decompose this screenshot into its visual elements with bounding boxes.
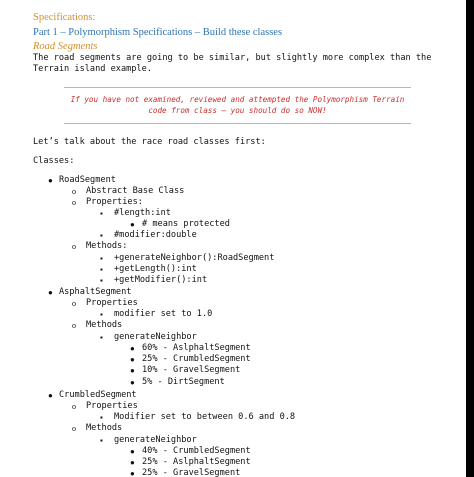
bullet-square-icon: ▪ xyxy=(100,333,103,342)
class-name-asphaltsegment: AsphaltSegment xyxy=(59,287,132,297)
bullet-square-icon: ▪ xyxy=(100,436,103,445)
property-length: #length:int xyxy=(114,208,171,218)
bullet-disc-icon: ● xyxy=(130,355,135,364)
probability-item: 25% - AslphaltSegment xyxy=(142,457,251,467)
bullet-disc-icon: ● xyxy=(130,378,135,387)
callout-bottom-rule xyxy=(64,123,411,124)
bullet-square-icon: ▪ xyxy=(100,413,103,422)
probability-item: 60% - AslphaltSegment xyxy=(142,343,251,353)
specifications-heading: Specifications: xyxy=(33,12,96,23)
properties-label: Properties xyxy=(86,401,138,411)
properties-label: Properties: xyxy=(86,197,143,207)
bullet-disc-icon: ● xyxy=(130,344,135,353)
bullet-square-icon: ▪ xyxy=(100,310,103,319)
bullet-disc-icon: ● xyxy=(130,458,135,467)
callout-top-rule xyxy=(64,87,411,88)
methods-label: Methods: xyxy=(86,241,128,251)
methods-label: Methods xyxy=(86,320,123,330)
bullet-square-icon: ▪ xyxy=(100,276,103,285)
callout-line-1: If you have not examined, reviewed and attempted the Polymorphism Terrain xyxy=(70,95,405,104)
bullet-circle-icon: o xyxy=(72,198,76,207)
class-name-crumbledsegment: CrumbledSegment xyxy=(59,390,137,400)
methods-label: Methods xyxy=(86,423,123,433)
bullet-square-icon: ▪ xyxy=(100,231,103,240)
generate-neighbor-label: generateNeighbor xyxy=(114,435,197,445)
crumbled-modifier: Modifier set to between 0.6 and 0.8 xyxy=(114,412,296,422)
lets-talk-text: Let’s talk about the race road classes first: xyxy=(33,137,266,147)
probability-item: 40% - CrumbledSegment xyxy=(142,446,251,456)
abstract-label: Abstract Base Class xyxy=(86,186,185,196)
bullet-circle-icon: o xyxy=(72,402,76,411)
bullet-disc-icon: ● xyxy=(130,220,135,229)
probability-item: 5% - DirtSegment xyxy=(142,377,225,387)
callout-line-2: code from class – you should do so NOW! xyxy=(148,106,327,115)
bullet-disc-icon: ● xyxy=(48,391,53,400)
bullet-disc-icon: ● xyxy=(130,447,135,456)
bullet-circle-icon: o xyxy=(72,299,76,308)
method-get-length: +getLength():int xyxy=(114,264,197,274)
generate-neighbor-label: generateNeighbor xyxy=(114,332,197,342)
probability-item: 25% - GravelSegment xyxy=(142,468,241,477)
asphalt-modifier: modifier set to 1.0 xyxy=(114,309,213,319)
bullet-disc-icon: ● xyxy=(48,176,53,185)
bullet-square-icon: ▪ xyxy=(100,254,103,263)
class-name-roadsegment: RoadSegment xyxy=(59,175,116,185)
bullet-circle-icon: o xyxy=(72,424,76,433)
probability-item: 25% - CrumbledSegment xyxy=(142,354,251,364)
probability-item: 10% - GravelSegment xyxy=(142,365,241,375)
intro-paragraph: The road segments are going to be similar, but slightly more complex than the Terrain island example. xyxy=(33,53,432,74)
protected-note: # means protected xyxy=(142,219,230,229)
bullet-disc-icon: ● xyxy=(130,469,135,477)
bullet-circle-icon: o xyxy=(72,321,76,330)
callout-box xyxy=(64,94,411,116)
bullet-square-icon: ▪ xyxy=(100,209,103,218)
bullet-disc-icon: ● xyxy=(130,366,135,375)
property-modifier: #modifier:double xyxy=(114,230,197,240)
classes-label: Classes: xyxy=(33,156,75,166)
bullet-disc-icon: ● xyxy=(48,288,53,297)
section-title: Road Segments xyxy=(33,41,98,52)
bullet-circle-icon: o xyxy=(72,242,76,251)
method-get-modifier: +getModifier():int xyxy=(114,275,208,285)
bullet-square-icon: ▪ xyxy=(100,265,103,274)
method-generate-neighbor: +generateNeighbor():RoadSegment xyxy=(114,253,275,263)
part-title: Part 1 – Polymorphism Specifications – Build these classes xyxy=(33,27,283,38)
bullet-circle-icon: o xyxy=(72,187,76,196)
properties-label: Properties xyxy=(86,298,138,308)
